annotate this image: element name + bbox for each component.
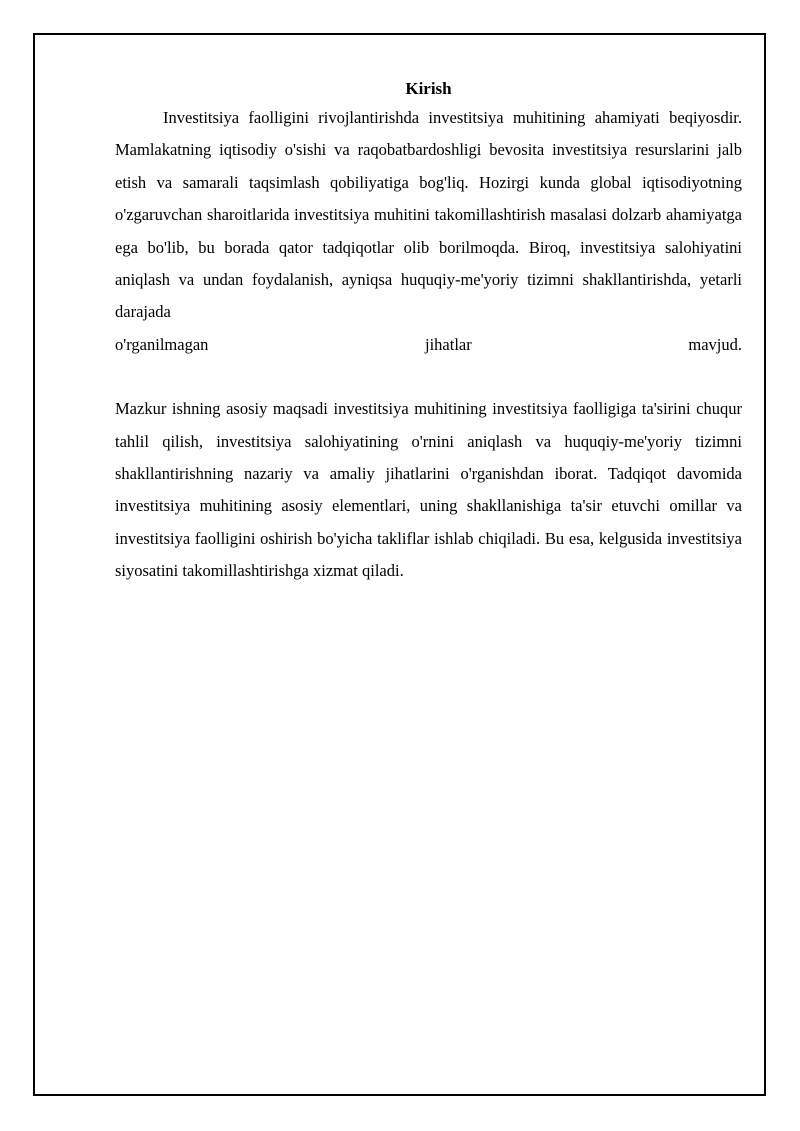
intro-paragraph-1: Investitsiya faolligini rivojlantirishda investitsiya muhitining ahamiyati beqiyosdir. Mamlakatning iqtisodiy o'sishi va raqobatbardoshligi bevosita investitsiya resurslarini jalb etish va samarali taqsimlash qobiliyatiga bog'liq. Hozirgi kunda global iqtisodiyotning o'zgaruvchan sharoitlarida investitsiya muhitini takomillashtirish masalasi dolzarb ahamiyatga ega bo'lib, bu borada qator tadqiqotlar olib borilmoqda. Biroq, investitsiya salohiyatini aniqlash va undan foydalanish, ayniqsa huquqiy-me'yoriy tizimni shakllantirishda, yetarli darajada: [115, 108, 742, 322]
intro-paragraph-2: Mazkur ishning asosiy maqsadi investitsiya muhitining investitsiya faolligiga ta'sirini chuqur tahlil qilish, investitsiya salohiyatining o'rnini aniqlash va huquqiy-me'yoriy tizimni shakllantirishning nazariy va amaliy jihatlarini o'rganishdan iborat. Tadqiqot davomida investitsiya muhitining asosiy elementlari, uning shakllanishiga ta'sir etuvchi omillar va investitsiya faolligini oshirish bo'yicha takliflar ishlab chiqiladi. Bu esa, kelgusida investitsiya siyosatini takomillashtirishga xizmat qiladi.: [115, 399, 742, 581]
document-body: [115, 76, 742, 588]
document-title: Kirish: [405, 79, 452, 98]
paragraph-gap: [115, 361, 742, 393]
intro-paragraph-1-last-line: o'rganilmagan jihatlar mavjud.: [115, 334, 742, 354]
